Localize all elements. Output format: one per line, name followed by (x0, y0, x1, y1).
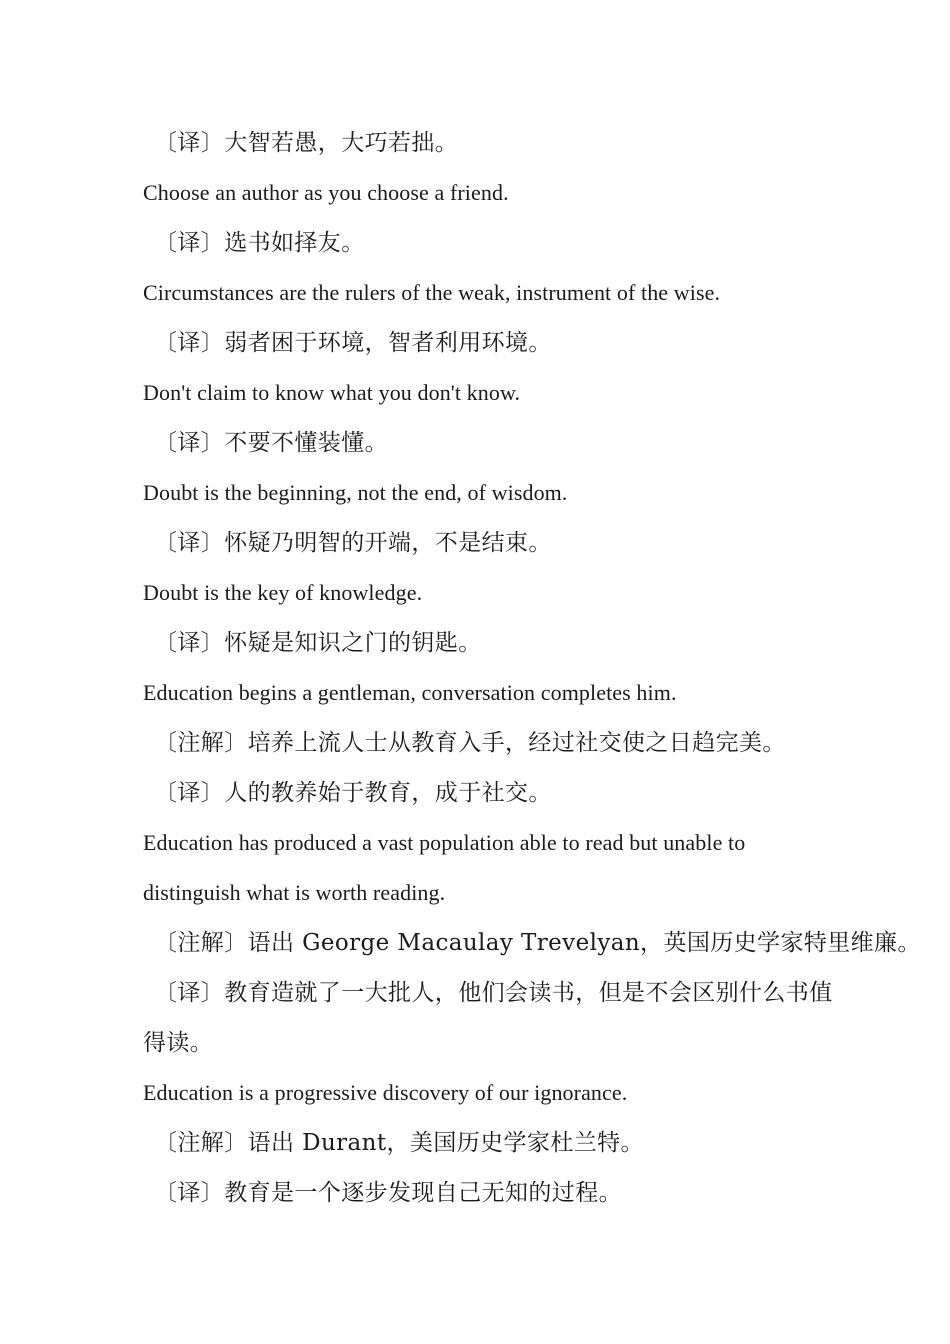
translation-line: 〔译〕教育是一个逐步发现自己无知的过程。 (154, 1180, 622, 1206)
translation-line: 〔译〕怀疑是知识之门的钥匙。 (154, 630, 482, 656)
translation-line: 〔译〕选书如择友。 (154, 230, 365, 256)
english-quote-line: distinguish what is worth reading. (143, 880, 446, 905)
document-text-body (143, 118, 921, 1218)
translation-line: 〔注解〕语出 George Macaulay Trevelyan，英国历史学家特里维廉。 (154, 930, 921, 956)
english-quote-line: Education is a progressive discovery of our ignorance. (143, 1080, 628, 1105)
english-quote-line: Circumstances are the rulers of the weak, instrument of the wise. (143, 280, 721, 305)
translation-line: 〔译〕教育造就了一大批人，他们会读书，但是不会区别什么书值 (154, 980, 833, 1006)
translation-line: 〔注解〕培养上流人士从教育入手，经过社交使之日趋完美。 (154, 730, 786, 756)
english-quote-line: Don't claim to know what you don't know. (143, 380, 521, 405)
english-quote-line: Doubt is the beginning, not the end, of wisdom. (143, 480, 568, 505)
english-quote-line: Choose an author as you choose a friend. (143, 180, 509, 205)
translation-line: 〔注解〕语出 Durant，美国历史学家杜兰特。 (154, 1130, 644, 1156)
translation-line: 〔译〕大智若愚，大巧若拙。 (154, 130, 459, 156)
english-quote-line: Education begins a gentleman, conversation completes him. (143, 680, 677, 705)
english-quote-line: Doubt is the key of knowledge. (143, 580, 423, 605)
translation-line: 得读。 (143, 1030, 214, 1056)
translation-line: 〔译〕人的教养始于教育，成于社交。 (154, 780, 552, 806)
translation-line: 〔译〕弱者困于环境，智者利用环境。 (154, 330, 552, 356)
english-quote-line: Education has produced a vast population able to read but unable to (143, 830, 746, 855)
translation-line: 〔译〕不要不懂装懂。 (154, 430, 388, 456)
translation-line: 〔译〕怀疑乃明智的开端，不是结束。 (154, 530, 552, 556)
